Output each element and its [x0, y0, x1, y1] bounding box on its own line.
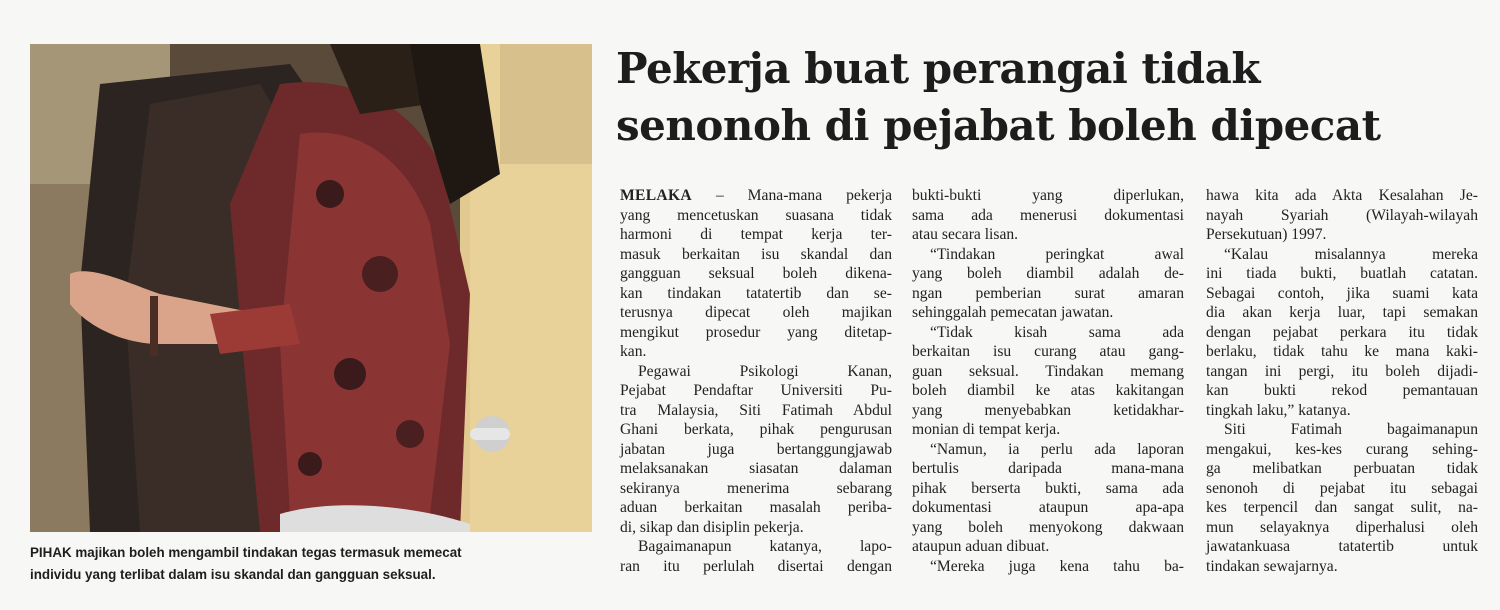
body-line: Siti Fatimah bagaimanapun — [1224, 421, 1478, 438]
body-line: Persekutuan) 1997. — [1206, 226, 1327, 243]
body-line: senonoh di pejabat itu sebagai — [1206, 479, 1478, 497]
body-line: tangan ini pergi, itu boleh dijadi- — [1206, 362, 1478, 380]
body-line: terusnya dipecat oleh majikan — [620, 304, 892, 321]
body-line: yang mencetuskan suasana tidak — [620, 206, 892, 224]
body-line: melaksanakan siasatan dalaman — [620, 460, 892, 477]
body-line: harmoni di tempat kerja ter- — [620, 226, 892, 243]
body-line: ini tiada bukti, buatlah catatan. — [1206, 265, 1478, 282]
body-line: ga melibatkan perbuatan tidak — [1206, 460, 1478, 477]
body-line: nayah Syariah (Wilayah-wilayah — [1206, 206, 1478, 224]
body-text: – Mana-mana pekerja — [715, 187, 892, 204]
article-column-3 — [1206, 186, 1478, 576]
body-line: sama ada menerusi dokumentasi — [912, 206, 1184, 224]
body-line: “Namun, ia perlu ada laporan — [930, 440, 1184, 458]
body-line: “Kalau misalannya mereka — [1224, 245, 1478, 263]
body-line: di, sikap dan disiplin pekerja. — [620, 518, 804, 536]
headline-line: senonoh di pejabat boleh dipecat — [616, 101, 1381, 150]
body-line: gangguan seksual boleh dikena- — [620, 265, 892, 282]
body-line: mengakui, kes-kes curang sehing- — [1206, 440, 1478, 458]
body-line: dengan pejabat perkara itu tidak — [1206, 323, 1478, 341]
body-line: kes terpencil dan sangat sulit, na- — [1206, 499, 1478, 516]
body-line: “Tidak kisah sama ada — [930, 323, 1184, 341]
article-photo — [30, 44, 592, 532]
body-line: dia akan kerja luar, tapi semakan — [1206, 304, 1478, 321]
body-line: aduan berkaitan masalah periba- — [620, 499, 892, 516]
body-line: hawa kita ada Akta Kesalahan Je- — [1206, 187, 1478, 204]
body-line: guan seksual. Tindakan memang — [912, 362, 1184, 380]
body-line: berkaitan isu curang atau gang- — [912, 343, 1184, 360]
body-line: monian di tempat kerja. — [912, 421, 1061, 438]
body-line: ran itu perlulah disertai dengan — [620, 557, 892, 575]
body-line: boleh diambil ke atas kakitangan — [912, 382, 1184, 399]
photo-caption — [30, 542, 590, 586]
body-line: jawatankuasa tatatertib untuk — [1206, 538, 1478, 555]
body-line: pihak berserta bukti, sama ada — [912, 479, 1184, 497]
body-line: yang menyebabkan ketidakhar- — [912, 401, 1184, 419]
body-line: dokumentasi ataupun apa-apa — [912, 499, 1184, 516]
body-line: sehinggalah pemecatan jawatan. — [912, 304, 1114, 321]
article-column-2 — [912, 186, 1184, 576]
body-line: masuk berkaitan isu skandal dan — [620, 245, 892, 263]
body-line: yang boleh menyokong dakwaan — [912, 518, 1184, 536]
body-line: mengikut prosedur yang ditetap- — [620, 323, 892, 341]
dateline: MELAKA — [620, 187, 692, 204]
body-line: Sebagai contoh, jika suami kata — [1206, 284, 1478, 302]
body-line: kan tindakan tatatertib dan se- — [620, 284, 892, 302]
body-line: sekiranya menerima sebarang — [620, 479, 892, 497]
body-line: Ghani berkata, pihak pengurusan — [620, 421, 892, 438]
body-line: mun selayaknya diperhalusi oleh — [1206, 518, 1478, 536]
body-line: jabatan juga bertanggungjawab — [620, 440, 892, 458]
body-line: yang boleh diambil adalah de- — [912, 265, 1184, 282]
body-line: “Tindakan peringkat awal — [930, 245, 1184, 263]
article-column-1 — [620, 186, 892, 576]
body-line: Pegawai Psikologi Kanan, — [638, 362, 892, 380]
body-line: bukti-bukti yang diperlukan, — [912, 187, 1184, 204]
body-line: berlaku, tidak tahu ke mana kaki- — [1206, 343, 1478, 360]
body-line: tingkah laku,” katanya. — [1206, 401, 1351, 419]
body-line: bertulis daripada mana-mana — [912, 460, 1184, 477]
body-line — [620, 186, 892, 206]
body-line: atau secara lisan. — [912, 226, 1019, 243]
body-line: kan. — [620, 343, 647, 360]
body-line: ngan pemberian surat amaran — [912, 284, 1184, 302]
body-line: “Mereka juga kena tahu ba- — [930, 557, 1184, 575]
body-line: Pejabat Pendaftar Universiti Pu- — [620, 382, 892, 399]
couple-photo-illustration — [30, 44, 592, 532]
body-line: tra Malaysia, Siti Fatimah Abdul — [620, 401, 892, 419]
article-headline — [616, 40, 1496, 154]
caption-line: individu yang terlibat dalam isu skandal dan gangguan seksual. — [30, 567, 436, 582]
body-line: Bagaimanapun katanya, lapo- — [638, 538, 892, 555]
body-line: kan bukti rekod pemantauan — [1206, 382, 1478, 399]
body-line: tindakan sewajarnya. — [1206, 557, 1338, 575]
body-line: ataupun aduan dibuat. — [912, 538, 1050, 555]
headline-line: Pekerja buat perangai tidak — [616, 44, 1260, 93]
caption-line: PIHAK majikan boleh mengambil tindakan tegas termasuk memecat — [30, 545, 462, 560]
